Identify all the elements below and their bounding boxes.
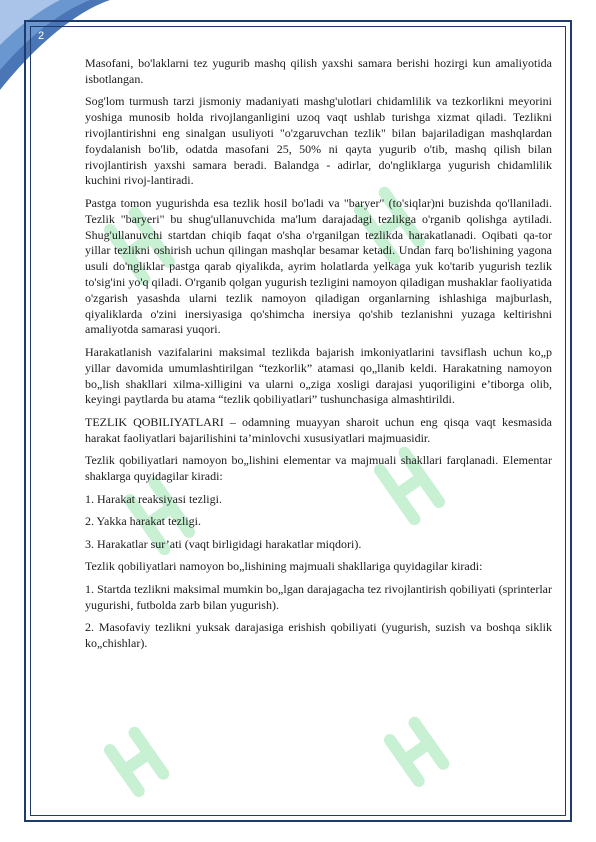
paragraph: Harakatlanish vazifalarini maksimal tezlikda bajarish imkoniyatlarini tavsiflash uchun ko„p yillar davomida umumlashtirilgan “tezkorlik” atamasi qo„llanib keldi. Harakatning namoyon bo„lish shakllari xilma-xilligini va ularni o„ziga xosligi darajasi yuqoriligini e’tiborga olib, keyingi paytlarda bu atama “tezlik qobiliyatlari” tushunchasiga almashtirildi.	[85, 344, 552, 407]
list-item: 1. Harakat reaksiyasi tezligi.	[85, 491, 222, 506]
list-item: 2. Masofaviy tezlikni yuksak darajasiga erishish qobiliyati (yugurish, suzish va boshqa siklik ko„chishlar).	[85, 620, 552, 651]
page-number: 2	[38, 30, 45, 42]
paragraph-definition: TEZLIK QOBILIYATLARI – odamning muayyan sharoit uchun eng qisqa vaqt kesmasida harakat faoliyatlari bajarilishini ta’minlovchi xususiyatlari majmuasidir.	[85, 414, 552, 445]
list-item: 2. Yakka harakat tezligi.	[85, 514, 201, 529]
paragraph: Tezlik qobiliyatlari namoyon bo„lishini elementar va majmuali shakllari farqlanadi. Elementar shaklarga quyidagilar kiradi:	[85, 453, 552, 484]
paragraph: Tezlik qobiliyatlari namoyon bo„lishining majmuali shakllariga quyidagilar kiradi:	[85, 559, 483, 574]
list-item: 3. Harakatlar sur’ati (vaqt birligidagi harakatlar miqdori).	[85, 536, 362, 551]
document-body	[85, 56, 552, 659]
paragraph: Pastga tomon yugurishda esa tezlik hosil bo'ladi va "baryer" (to'siqlar)ni buzishda qo'llaniladi. Tezlik "baryeri" bu shug'ullanuvchida ma'lum darajadagi tezlikga o'rganib qolishga aytiladi. Shug'ullanuvchi startdan chiqib faqat o'sha o'rganilgan tezlikda harakatlanadi. Oqibati qa-tor yillar tezlikni oshirish uchun qilingan mashqlar besamar ketadi. Undan farq bo'lishining yagona usuli do'ngliklar pastga qarab qiyalikda, ayrim holatlarda yelkaga yuk ko'tarib yugurish tezlik to'sig'ini yo'q qiladi. O'rganib qolgan yugurish tezligini namoyon qiladigan mushaklar faoliyatida o'zgarish yasashda ularni tezlik namoyon qiladigan organlarning ishlashiga majburlash, qiyaliklarda o'zini inersiyasiga qo'shimcha inersiya qo'shib tezlanishni yuzaga keltirishni amaliyotda samarasi yuqori.	[85, 195, 552, 337]
paragraph: Sog'lom turmush tarzi jismoniy madaniyati mashg'ulotlari chidamlilik va tezkorlikni meyorini yoshiga munosib holda rivojlanganligini uzoq vaqt ushlab turishga xizmat qiladi. Tezlikni rivojlantirishni eng sinalgan usuliyoti "o'zgaruvchan tezlik" bilan bajariladigan mashqlardan foydalanish bo'lib, odatda masofani 25, 50% ni qayta yugurib o'tib, mashq qilish bilan rivojlantirish yaxshi samara beradi. Balandga - adirlar, do'ngliklarga yugurish chidamlilik kuchini rivoj-lantiradi.	[85, 94, 552, 188]
list-item: 1. Startda tezlikni maksimal mumkin bo„lgan darajagacha tez rivojlantirish qobiliyati (sprinterlar yugurishi, futbolda zarb bilan yugurish).	[85, 582, 552, 612]
paragraph: Masofani, bo'laklarni tez yugurib mashq qilish yaxshi samara berishi hozirgi kun amaliyotida isbotlangan.	[85, 56, 552, 86]
